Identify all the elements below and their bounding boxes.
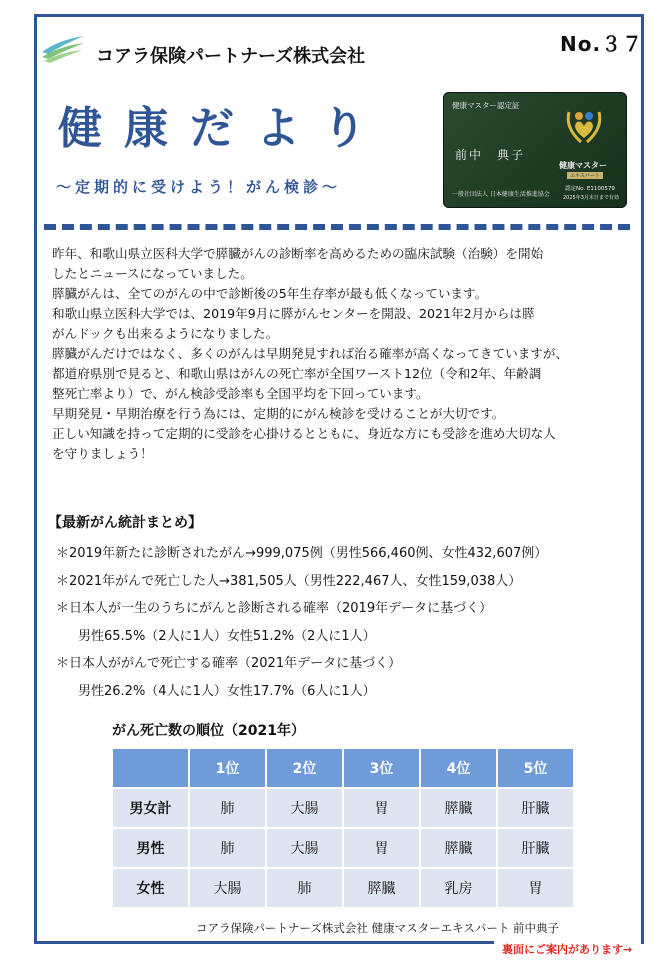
row-header-cell: 男性	[112, 828, 189, 868]
company-name: コアラ保険パートナーズ株式会社	[96, 46, 366, 67]
table-header-cell: 3位	[343, 748, 420, 788]
table-cell: 胃	[343, 828, 420, 868]
body-line: 正しい知識を持って定期的に受診を心掛けるとともに、身近な方にも受診を進め大切な人	[52, 426, 556, 441]
table-row	[112, 828, 574, 868]
table-row	[112, 868, 574, 908]
body-line: 早期発見・早期治療を行う為には、定期的にがん検診を受けることが大切です。	[52, 406, 505, 421]
table-cell: 大腸	[266, 828, 343, 868]
back-page-note: 裏面にご案内があります→	[502, 943, 633, 956]
stats-line: ＊2021年がんで死亡した人→381,505人（男性222,467人、女性159,038人）	[56, 573, 522, 589]
stats-line: ＊日本人ががんで死亡する確率（2021年データに基づく）	[56, 656, 402, 671]
cancer-death-ranking-table	[111, 747, 575, 909]
row-header-cell: 男女計	[112, 788, 189, 828]
footer-author: コアラ保険パートナーズ株式会社 健康マスターエキスパート 前中典子	[196, 921, 560, 935]
table-cell: 肺	[266, 868, 343, 908]
certificate-master-label: 健康マスター	[559, 161, 607, 170]
table-header-cell: 4位	[420, 748, 497, 788]
table-header-cell: 2位	[266, 748, 343, 788]
body-line: 昨年、和歌山県立医科大学で膵臓がんの診断率を高めるための臨床試験（治験）を開始	[52, 246, 544, 261]
article-body	[52, 244, 608, 464]
health-master-certificate	[443, 92, 627, 208]
certificate-expert-label: エキスパート	[567, 172, 603, 179]
table-cell: 膵臓	[420, 828, 497, 868]
issue-number: No.３７	[560, 32, 644, 56]
certificate-expiry: 2025年3月末日まで有効	[563, 195, 619, 201]
table-cell: 胃	[343, 788, 420, 828]
stats-line: 男性65.5%（2人に1人）女性51.2%（2人に1人）	[78, 628, 376, 644]
stats-list	[56, 540, 547, 705]
table-cell: 大腸	[266, 788, 343, 828]
table-header-cell: 1位	[189, 748, 266, 788]
body-line: を守りましょう！	[52, 446, 153, 461]
body-line: 膵臓がんは、全てのがんの中で診断後の5年生存率が最も低くなっています。	[52, 286, 488, 301]
frame-left	[34, 14, 37, 944]
body-line: がんドックも出来るようになりました。	[52, 326, 279, 341]
table-header-row	[112, 748, 574, 788]
table-cell: 膵臓	[343, 868, 420, 908]
stats-line: ＊2019年新たに診断されたがん→999,075例（男性566,460例、女性432,607例）	[56, 546, 548, 561]
table-cell: 肺	[189, 828, 266, 868]
stats-line: 男性26.2%（4人に1人）女性17.7%（6人に1人）	[78, 683, 376, 699]
table-header-cell: 5位	[497, 748, 574, 788]
table-header-cell	[112, 748, 189, 788]
dashed-divider	[44, 224, 630, 230]
stats-line: ＊日本人が一生のうちにがんと診断される確率（2019年データに基づく）	[56, 601, 493, 616]
newsletter-title: 健康だより	[58, 103, 388, 154]
table-cell: 膵臓	[420, 788, 497, 828]
stats-heading: 【最新がん統計まとめ】	[48, 515, 202, 531]
certificate-title: 健康マスター認定証	[452, 101, 520, 110]
body-line: したとニュースになっていました。	[52, 266, 253, 281]
body-line: 整死亡率より）で、がん検診受診率も全国平均を下回っています。	[52, 386, 429, 401]
table-cell: 肺	[189, 788, 266, 828]
body-line: 膵臓がんだけではなく、多くのがんは早期発見すれば治る確率が高くなってきていますが、	[52, 346, 569, 361]
table-cell: 肝臓	[497, 828, 574, 868]
newsletter-subtitle: 〜定期的に受けよう！がん検診〜	[56, 178, 342, 196]
row-header-cell: 女性	[112, 868, 189, 908]
frame-right	[641, 14, 644, 944]
table-cell: 肝臓	[497, 788, 574, 828]
laurel-emblem-icon	[561, 102, 607, 148]
body-line: 都道府県別で見ると、和歌山県はがんの死亡率が全国ワースト12位（令和2年、年齢調	[52, 366, 542, 381]
table-row	[112, 788, 574, 828]
table-cell: 大腸	[189, 868, 266, 908]
frame-bottom	[34, 941, 494, 944]
frame-top	[34, 14, 644, 17]
certificate-number: 認定No. E1100579	[565, 186, 615, 192]
table-cell: 乳房	[420, 868, 497, 908]
certificate-association: 一般社団法人 日本健康生活推進協会	[452, 191, 550, 198]
health-management-logo	[38, 30, 88, 70]
body-line: 和歌山県立医科大学では、2019年9月に膵がんセンターを開設、2021年2月からは膵	[52, 306, 535, 321]
table-cell: 胃	[497, 868, 574, 908]
ranking-table-title: がん死亡数の順位（2021年）	[112, 723, 305, 739]
certificate-holder-name: 前中 典子	[455, 148, 526, 162]
